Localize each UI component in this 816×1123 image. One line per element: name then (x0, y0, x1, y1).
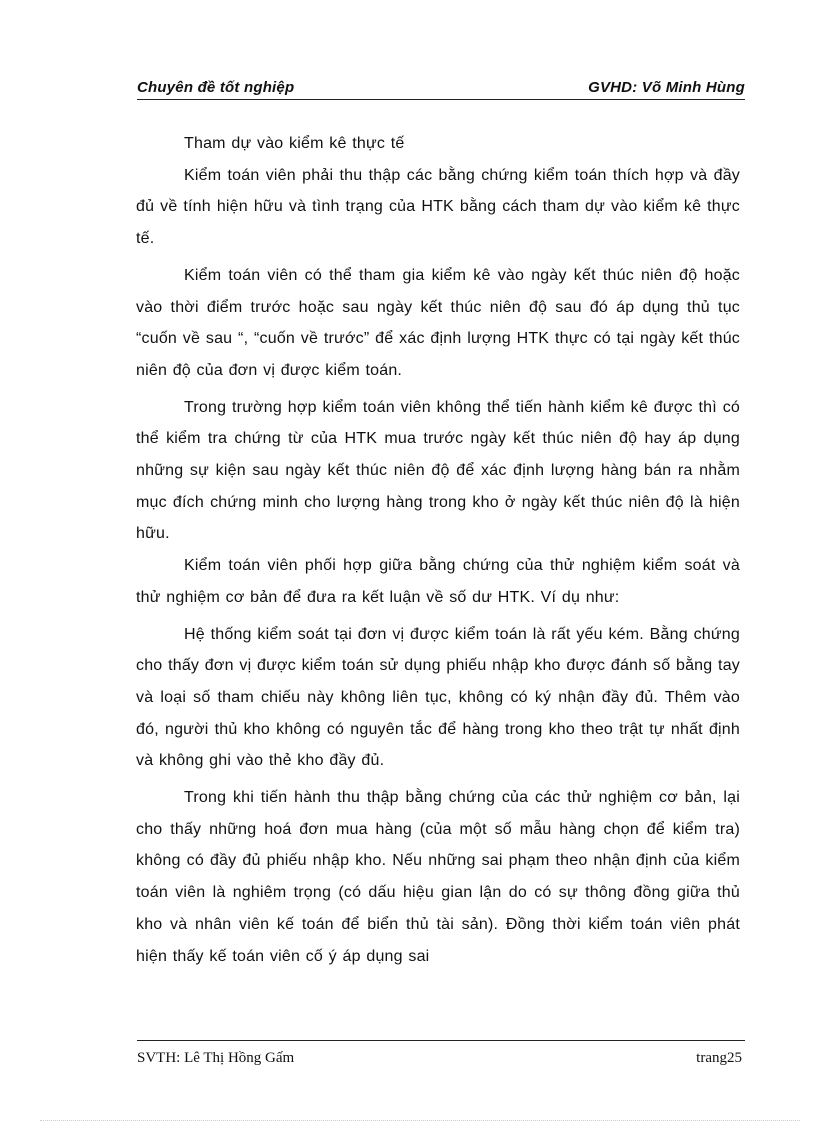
footer-student: SVTH: Lê Thị Hồng Gấm (137, 1050, 295, 1066)
header-thesis-title: Chuyên đề tốt nghiệp (137, 79, 295, 96)
page-header (137, 79, 745, 100)
paragraph: Trong trường hợp kiểm toán viên không thể tiến hành kiểm kê được thì có thể kiểm tra chứng từ của HTK mua trước ngày kết thúc niên độ hay áp dụng những sự kiện sau ngày kết thúc niên độ để xác định lượng hàng bán ra nhằm mục đích chứng minh cho lượng hàng trong kho ở ngày kết thúc niên độ là hiện hữu. (136, 398, 740, 543)
paragraph: Kiểm toán viên phải thu thập các bằng chứng kiểm toán thích hợp và đầy đủ về tính hiện hữu và tình trạng của HTK bằng cách tham dự vào kiểm kê thực tế. (136, 166, 740, 248)
paragraph: Hệ thống kiểm soát tại đơn vị được kiểm toán là rất yếu kém. Bằng chứng cho thấy đơn vị được kiểm toán sử dụng phiếu nhập kho được đánh số bằng tay và loại số tham chiếu này không liên tục, không có ký nhận đầy đủ. Thêm vào đó, người thủ kho không có nguyên tắc để hàng trong kho theo trật tự nhất định và không ghi vào thẻ kho đầy đủ. (136, 625, 740, 770)
header-advisor: GVHD: Võ Minh Hùng (588, 79, 745, 96)
footer-page-number: trang25 (696, 1050, 742, 1066)
page-body (136, 128, 740, 972)
section-heading: Tham dự vào kiểm kê thực tế (184, 135, 405, 152)
paragraph: Kiểm toán viên có thể tham gia kiểm kê vào ngày kết thúc niên độ hoặc vào thời điểm trước hoặc sau ngày kết thúc niên độ sau đó áp dụng thủ tục “cuốn về sau “, “cuốn về trước” để xác định lượng HTK thực có tại ngày kết thúc niên độ của đơn vị được kiểm toán. (136, 266, 740, 379)
page-bottom-divider (40, 1120, 800, 1121)
paragraph: Trong khi tiến hành thu thập bằng chứng của các thử nghiệm cơ bản, lại cho thấy những hoá đơn mua hàng (của một số mẫu hàng chọn để kiểm tra) không có đầy đủ phiếu nhập kho. Nếu những sai phạm theo nhận định của kiểm toán viên là nghiêm trọng (có dấu hiệu gian lận do có sự thông đồng giữa thủ kho và nhân viên kế toán để biển thủ tài sản). Đồng thời kiểm toán viên phát hiện thấy kế toán viên cố ý áp dụng sai (136, 789, 740, 965)
paragraph: Kiểm toán viên phối hợp giữa bằng chứng của thử nghiệm kiểm soát và thử nghiệm cơ bản để đưa ra kết luận về số dư HTK. Ví dụ như: (136, 557, 740, 606)
page-footer (137, 1040, 745, 1066)
